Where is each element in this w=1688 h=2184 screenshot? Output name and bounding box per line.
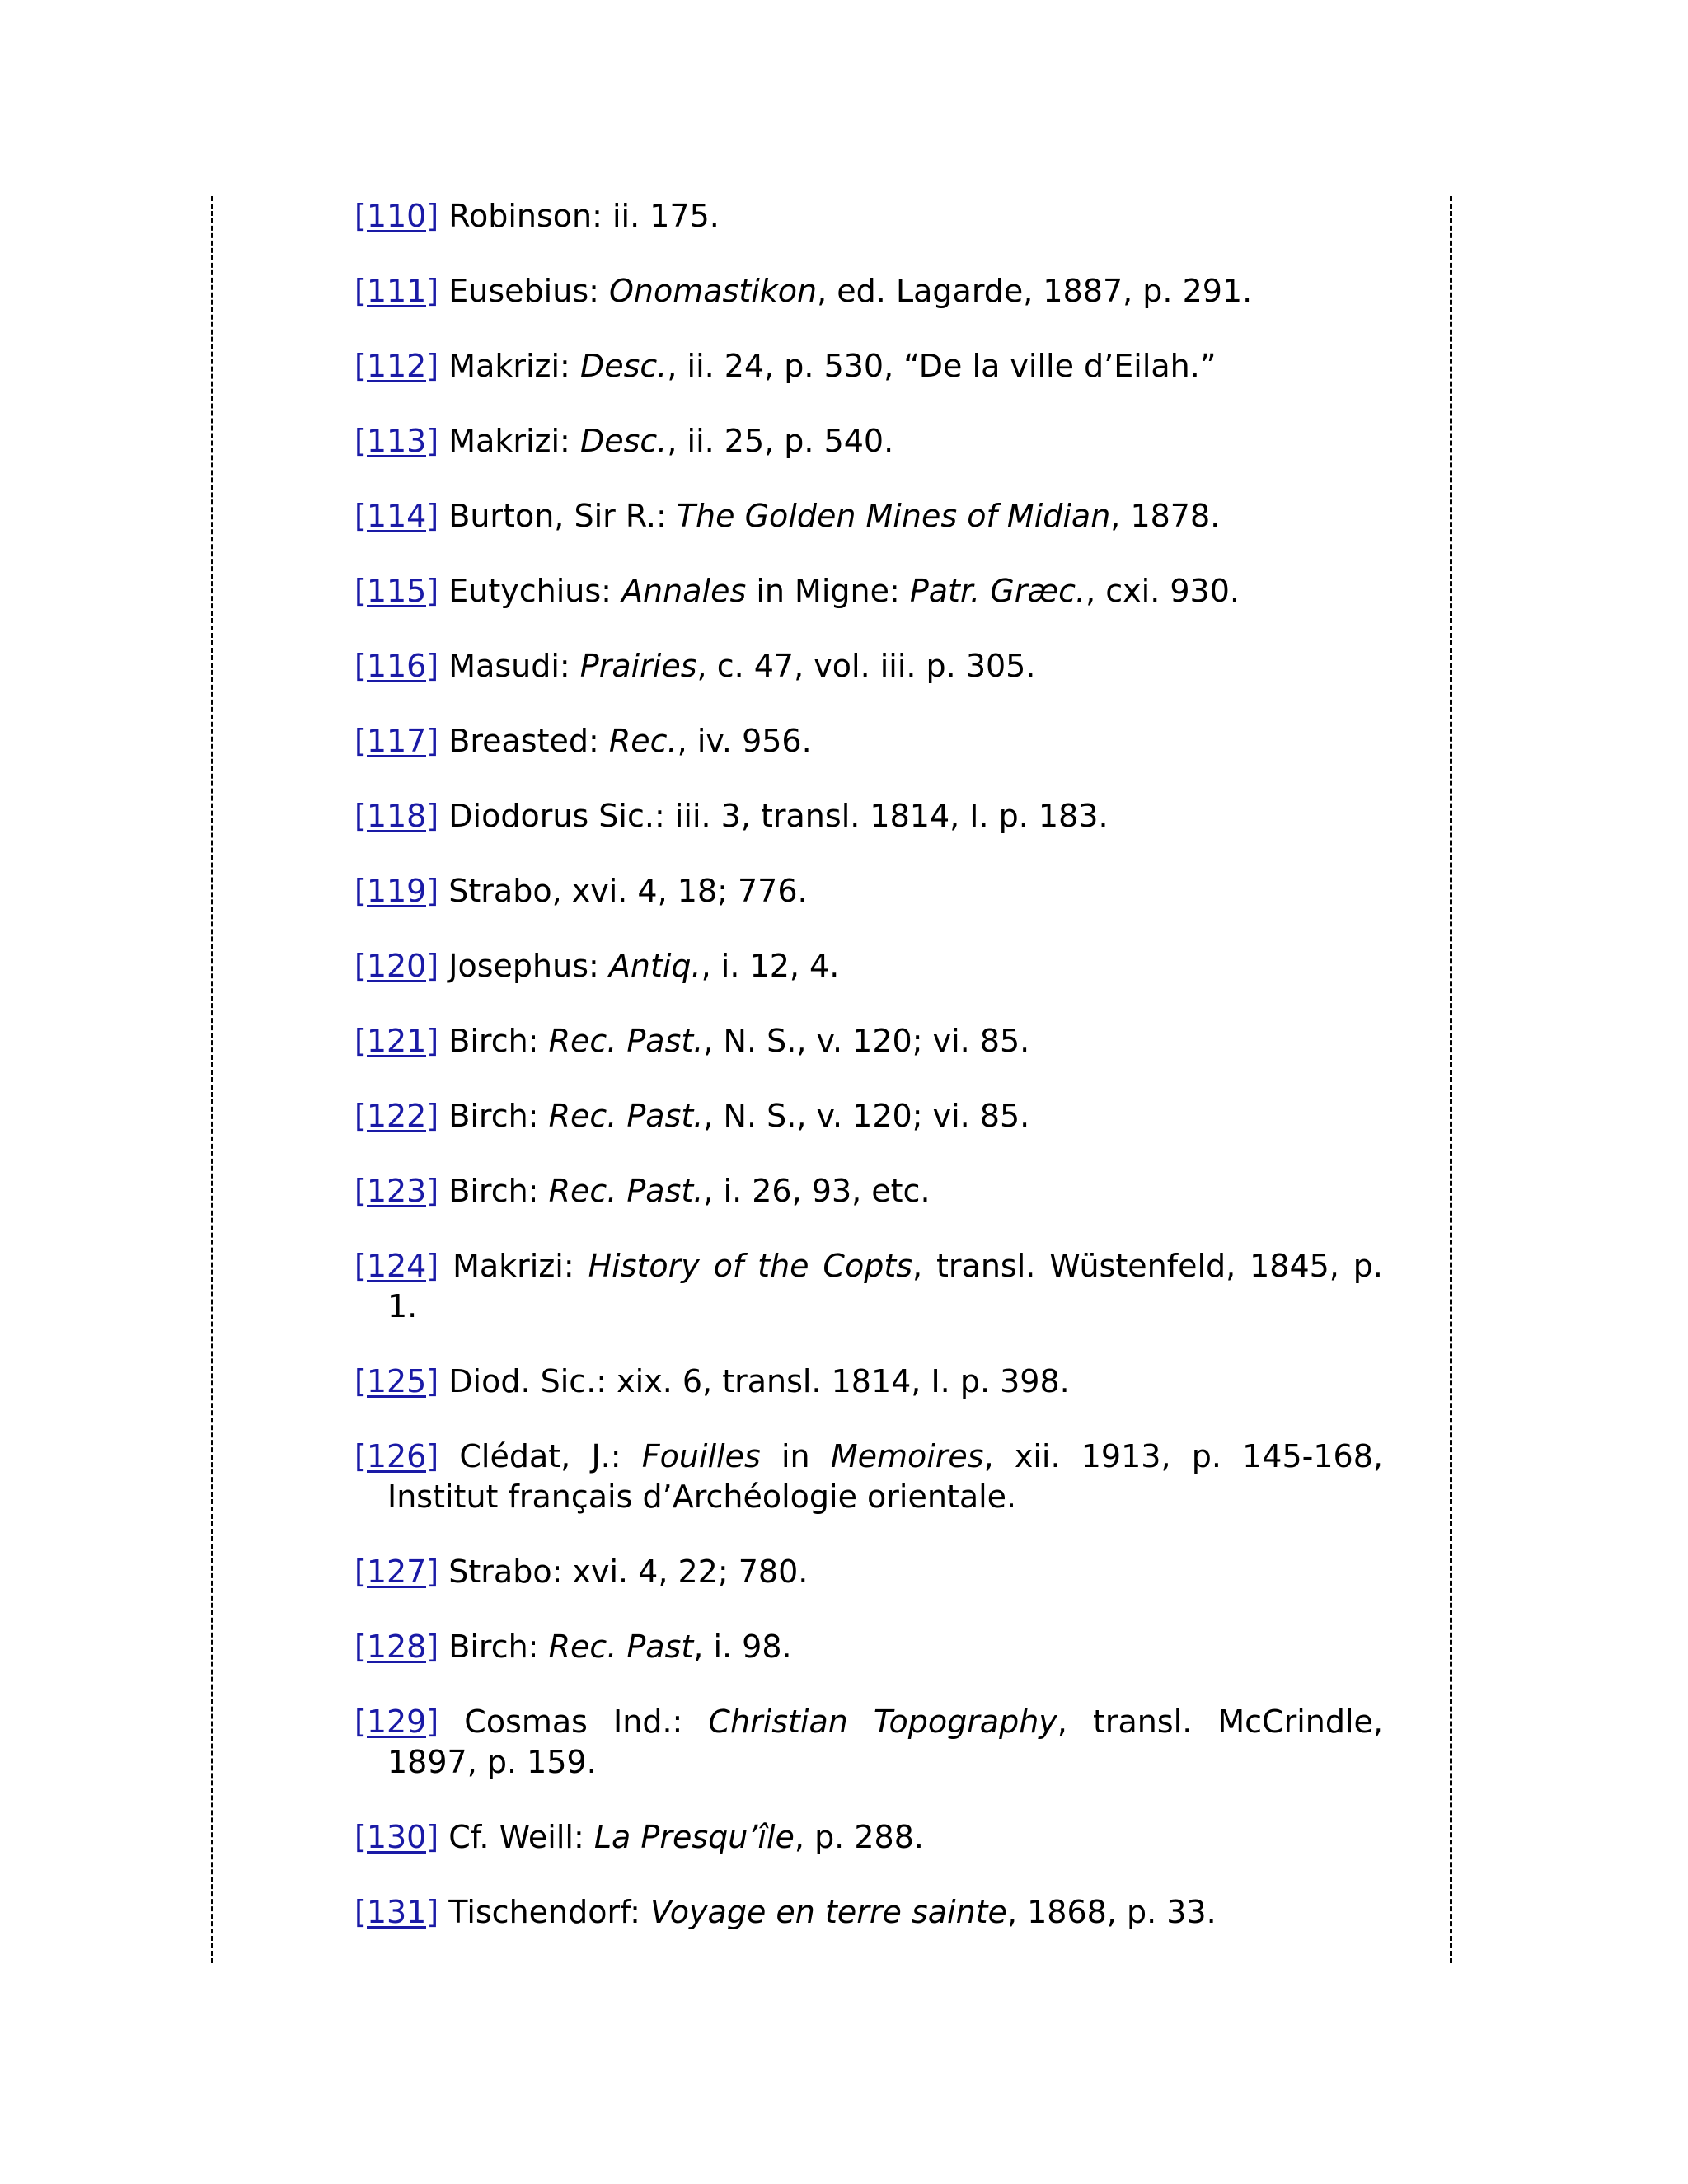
footnote-ref-link[interactable]: [117] bbox=[354, 723, 439, 759]
footnote-title-italic: Patr. Græc. bbox=[909, 573, 1086, 609]
footnote-text-segment: Birch: bbox=[448, 1098, 549, 1134]
footnote-title-italic: Rec. Past. bbox=[548, 1098, 704, 1134]
footnote-text-segment: , ed. Lagarde, 1887, p. 291. bbox=[817, 273, 1253, 309]
footnote-text-segment: Eusebius: bbox=[448, 273, 609, 309]
footnote-item bbox=[354, 271, 1383, 312]
footnote-text-segment: Makrizi: bbox=[448, 348, 580, 384]
footnote-item bbox=[354, 1361, 1383, 1402]
footnote-item bbox=[354, 1552, 1383, 1592]
footnote-text-segment: , N. S., v. 120; vi. 85. bbox=[703, 1023, 1030, 1059]
footnote-text bbox=[448, 273, 1252, 309]
footnote-text bbox=[448, 573, 1240, 609]
footnote-ref-link[interactable]: [116] bbox=[354, 648, 439, 684]
footnote-text bbox=[387, 1704, 1383, 1780]
footnotes-list bbox=[354, 196, 1383, 1967]
footnote-item bbox=[354, 871, 1383, 912]
footnote-text bbox=[448, 798, 1108, 834]
footnote-text bbox=[448, 1819, 924, 1855]
footnote-text bbox=[448, 198, 720, 234]
footnote-title-italic: Voyage en terre sainte bbox=[650, 1894, 1007, 1930]
footnote-ref-link[interactable]: [131] bbox=[354, 1894, 439, 1930]
footnote-text bbox=[387, 1438, 1383, 1515]
footnote-item bbox=[354, 1892, 1383, 1933]
footnote-text-segment: , iv. 956. bbox=[677, 723, 812, 759]
footnote-title-italic: Desc. bbox=[579, 423, 668, 459]
footnote-text-segment: , transl. McCrindle, 1897, p. 159. bbox=[387, 1704, 1383, 1780]
footnote-title-italic: Rec. Past bbox=[548, 1629, 694, 1665]
footnote-title-italic: The Golden Mines of Midian bbox=[676, 498, 1111, 534]
footnote-text-segment: Birch: bbox=[448, 1173, 549, 1209]
footnote-text-segment: , cxi. 930. bbox=[1085, 573, 1240, 609]
footnote-item bbox=[354, 346, 1383, 387]
footnote-text bbox=[448, 1098, 1029, 1134]
footnote-title-italic: Annales bbox=[621, 573, 747, 609]
footnote-text bbox=[448, 873, 807, 909]
footnote-ref-link[interactable]: [124] bbox=[354, 1248, 439, 1284]
footnote-text-segment: Birch: bbox=[448, 1023, 549, 1059]
footnote-text-segment: , transl. Wüstenfeld, 1845, p. 1. bbox=[387, 1248, 1383, 1324]
footnote-text bbox=[448, 1023, 1029, 1059]
footnote-item bbox=[354, 646, 1383, 687]
footnote-ref-link[interactable]: [113] bbox=[354, 423, 439, 459]
footnote-text-segment: Makrizi: bbox=[448, 423, 580, 459]
footnote-text-segment: , i. 98. bbox=[693, 1629, 792, 1665]
footnote-title-italic: Rec. Past. bbox=[548, 1023, 704, 1059]
footnote-item bbox=[354, 1171, 1383, 1212]
footnote-text-segment: , i. 12, 4. bbox=[701, 948, 840, 984]
footnote-ref-link[interactable]: [125] bbox=[354, 1363, 439, 1399]
footnote-text-segment: Eutychius: bbox=[448, 573, 622, 609]
footnote-text-segment: Strabo: xvi. 4, 22; 780. bbox=[448, 1554, 809, 1590]
footnote-title-italic: Rec. Past. bbox=[548, 1173, 704, 1209]
footnote-ref-link[interactable]: [114] bbox=[354, 498, 439, 534]
footnote-text-segment: in bbox=[760, 1438, 831, 1474]
footnote-item bbox=[354, 946, 1383, 987]
footnote-text bbox=[448, 948, 839, 984]
footnote-text bbox=[448, 348, 1216, 384]
footnote-text bbox=[448, 648, 1035, 684]
footnote-text-segment: , p. 288. bbox=[794, 1819, 924, 1855]
footnote-text bbox=[448, 1173, 930, 1209]
footnote-text-segment: Josephus: bbox=[448, 948, 609, 984]
footnote-ref-link[interactable]: [123] bbox=[354, 1173, 439, 1209]
footnote-text-segment: Strabo, xvi. 4, 18; 776. bbox=[448, 873, 808, 909]
footnote-item bbox=[354, 1817, 1383, 1858]
footnote-item bbox=[354, 496, 1383, 537]
footnote-text bbox=[448, 498, 1220, 534]
footnote-title-italic: La Presqu’île bbox=[593, 1819, 795, 1855]
footnote-title-italic: Fouilles bbox=[641, 1438, 761, 1474]
footnote-text-segment: Birch: bbox=[448, 1629, 549, 1665]
footnote-title-italic: History of the Copts bbox=[588, 1248, 913, 1284]
footnote-text-segment: Diodorus Sic.: iii. 3, transl. 1814, I. p. 183. bbox=[448, 798, 1109, 834]
footnote-item bbox=[354, 1627, 1383, 1667]
footnote-ref-link[interactable]: [126] bbox=[354, 1438, 439, 1474]
footnote-text-segment: Cosmas Ind.: bbox=[464, 1704, 709, 1740]
footnote-item bbox=[354, 1096, 1383, 1137]
footnote-text-segment: , 1878. bbox=[1110, 498, 1221, 534]
footnote-ref-link[interactable]: [127] bbox=[354, 1554, 439, 1590]
footnote-title-italic: Prairies bbox=[579, 648, 697, 684]
footnote-ref-link[interactable]: [118] bbox=[354, 798, 439, 834]
footnote-title-italic: Rec. bbox=[608, 723, 678, 759]
footnote-title-italic: Christian Topography bbox=[708, 1704, 1057, 1740]
footnote-text-segment: Breasted: bbox=[448, 723, 609, 759]
footnote-item bbox=[354, 721, 1383, 762]
footnote-item bbox=[354, 1436, 1383, 1517]
footnote-title-italic: Antiq. bbox=[608, 948, 701, 984]
footnote-item bbox=[354, 796, 1383, 837]
footnote-ref-link[interactable]: [111] bbox=[354, 273, 439, 309]
footnote-ref-link[interactable]: [130] bbox=[354, 1819, 439, 1855]
footnote-text bbox=[387, 1248, 1383, 1324]
footnote-text-segment: Burton, Sir R.: bbox=[448, 498, 677, 534]
footnote-ref-link[interactable]: [129] bbox=[354, 1704, 439, 1740]
footnote-text bbox=[448, 723, 811, 759]
footnote-text-segment: Tischendorf: bbox=[448, 1894, 651, 1930]
footnote-ref-link[interactable]: [119] bbox=[354, 873, 439, 909]
footnote-ref-link[interactable]: [128] bbox=[354, 1629, 439, 1665]
footnote-item bbox=[354, 571, 1383, 612]
footnote-title-italic: Desc. bbox=[579, 348, 668, 384]
footnote-text bbox=[448, 1554, 808, 1590]
footnote-title-italic: Onomastikon bbox=[609, 273, 818, 309]
footnote-text-segment: , ii. 25, p. 540. bbox=[667, 423, 894, 459]
footnote-text bbox=[448, 1363, 1069, 1399]
footnote-text bbox=[448, 423, 893, 459]
footnote-text-segment: , i. 26, 93, etc. bbox=[703, 1173, 931, 1209]
footnote-item bbox=[354, 1246, 1383, 1327]
footnote-text-segment: Cf. Weill: bbox=[448, 1819, 594, 1855]
footnote-item bbox=[354, 196, 1383, 237]
footnote-item bbox=[354, 1021, 1383, 1062]
footnote-ref-link[interactable]: [110] bbox=[354, 198, 439, 234]
footnote-text-segment: Masudi: bbox=[448, 648, 580, 684]
footnote-ref-link[interactable]: [115] bbox=[354, 573, 439, 609]
footnote-text bbox=[448, 1629, 791, 1665]
footnote-ref-link[interactable]: [120] bbox=[354, 948, 439, 984]
footnote-text-segment: , xii. 1913, p. 145-168, Institut français d’Archéologie orientale. bbox=[387, 1438, 1383, 1515]
footnote-text-segment: Makrizi: bbox=[452, 1248, 588, 1284]
footnote-text-segment: Robinson: ii. 175. bbox=[448, 198, 720, 234]
footnote-item bbox=[354, 421, 1383, 462]
footnote-ref-link[interactable]: [121] bbox=[354, 1023, 439, 1059]
footnote-ref-link[interactable]: [112] bbox=[354, 348, 439, 384]
footnote-text-segment: , ii. 24, p. 530, “De la ville d’Eilah.” bbox=[667, 348, 1217, 384]
footnote-text-segment: Clédat, J.: bbox=[459, 1438, 642, 1474]
footnote-title-italic: Memoires bbox=[830, 1438, 984, 1474]
footnote-text bbox=[448, 1894, 1216, 1930]
footnote-text-segment: , N. S., v. 120; vi. 85. bbox=[703, 1098, 1030, 1134]
footnote-text-segment: , c. 47, vol. iii. p. 305. bbox=[696, 648, 1036, 684]
footnote-item bbox=[354, 1702, 1383, 1783]
footnote-text-segment: Diod. Sic.: xix. 6, transl. 1814, I. p. 398. bbox=[448, 1363, 1070, 1399]
footnote-text-segment: , 1868, p. 33. bbox=[1006, 1894, 1217, 1930]
footnote-text-segment: in Migne: bbox=[746, 573, 910, 609]
footnote-ref-link[interactable]: [122] bbox=[354, 1098, 439, 1134]
